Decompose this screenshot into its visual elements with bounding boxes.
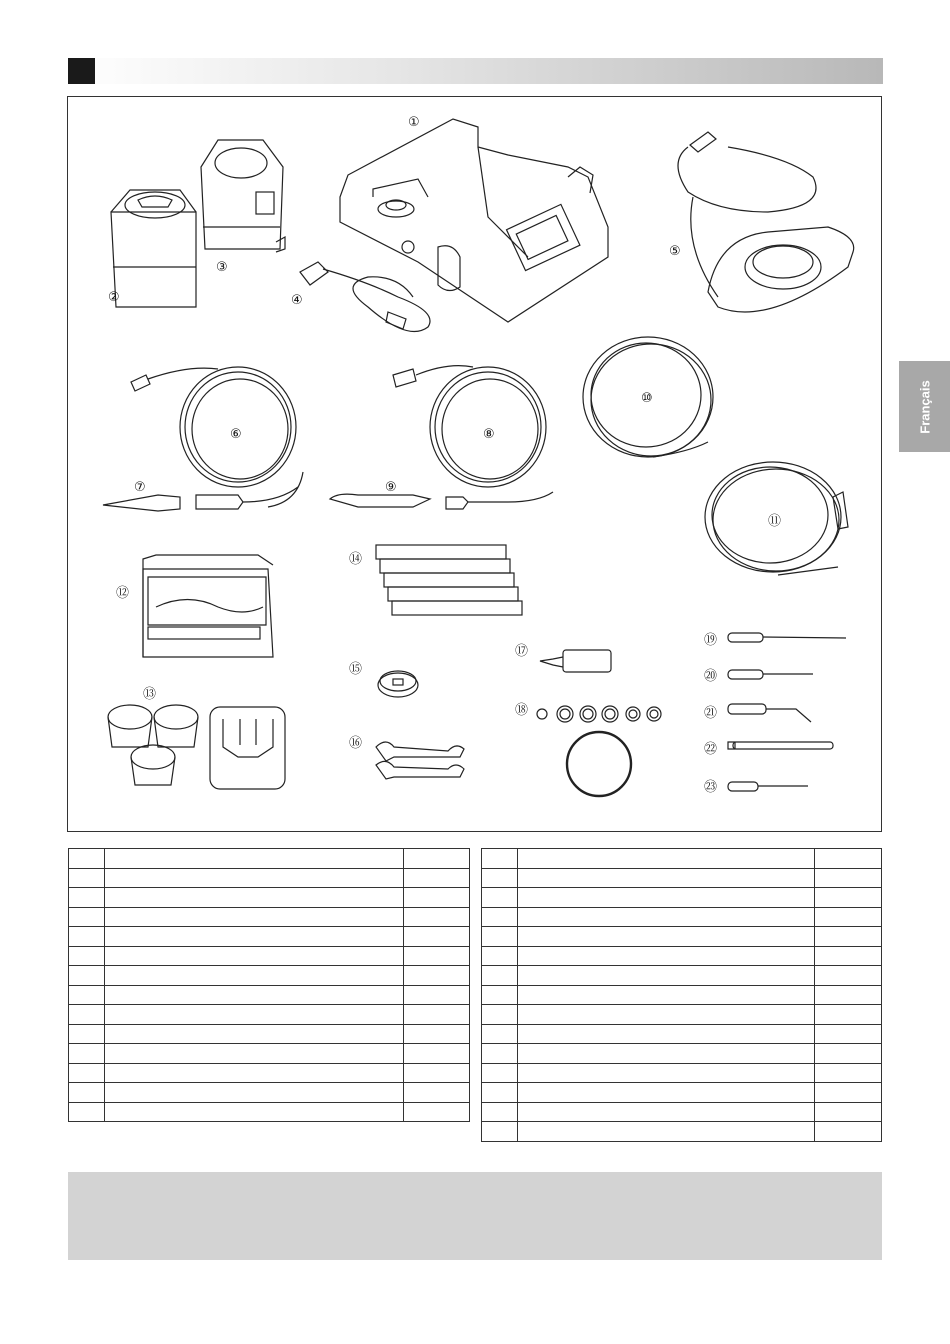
table-cell — [105, 868, 404, 888]
table-cell — [69, 927, 105, 947]
table-row — [482, 1102, 882, 1122]
table-cell — [105, 985, 404, 1005]
table-cell — [69, 1102, 105, 1122]
table-cell — [482, 849, 518, 869]
callout-22: ㉒ — [704, 742, 718, 757]
table-cell — [403, 849, 469, 869]
table-cell — [815, 1044, 882, 1064]
table-cell — [69, 1044, 105, 1064]
table-cell — [105, 1102, 404, 1122]
table-row — [482, 1005, 882, 1025]
table-cell — [69, 1024, 105, 1044]
table-row — [482, 1063, 882, 1083]
table-cell — [815, 1102, 882, 1122]
table-cell — [403, 1044, 469, 1064]
table-cell — [815, 1122, 882, 1142]
table-cell — [69, 966, 105, 986]
table-cell — [403, 1024, 469, 1044]
wrench-drawing — [376, 742, 464, 779]
table-cell — [815, 888, 882, 908]
main-unit-drawing — [340, 119, 608, 322]
bottle-3-drawing — [201, 140, 285, 252]
table-cell — [69, 888, 105, 908]
hose-8-drawing — [393, 366, 546, 487]
components-illustration — [67, 96, 882, 832]
table-cell — [69, 907, 105, 927]
table-cell — [105, 1083, 404, 1103]
table-cell — [105, 1005, 404, 1025]
table-row — [69, 868, 470, 888]
case-drawing — [143, 555, 273, 657]
table-cell — [815, 1024, 882, 1044]
parts-table-right — [481, 848, 882, 1142]
table-cell — [482, 1102, 518, 1122]
table-row — [69, 946, 470, 966]
table-cell — [815, 985, 882, 1005]
handpiece-9-drawing — [330, 492, 553, 509]
table-cell — [105, 1024, 404, 1044]
note-box — [68, 1172, 882, 1260]
callout-14: ⑭ — [349, 552, 363, 567]
callout-19: ⑲ — [704, 633, 718, 648]
table-cell — [482, 1005, 518, 1025]
table-cell — [517, 966, 814, 986]
table-cell — [815, 868, 882, 888]
callout-15: ⑮ — [349, 662, 363, 677]
hose-6-drawing — [131, 367, 303, 507]
table-cell — [69, 1083, 105, 1103]
table-cell — [482, 946, 518, 966]
table-cell — [815, 907, 882, 927]
table-cell — [403, 888, 469, 908]
table-cell — [403, 946, 469, 966]
table-row — [69, 927, 470, 947]
table-cell — [105, 888, 404, 908]
callout-7: ⑦ — [134, 480, 146, 495]
tubes-bundle-drawing — [376, 545, 522, 615]
section-header-bar — [68, 58, 883, 84]
table-cell — [69, 849, 105, 869]
callout-9: ⑨ — [385, 480, 397, 495]
table-cell — [815, 927, 882, 947]
table-cell — [403, 907, 469, 927]
table-cell — [815, 1063, 882, 1083]
callout-20: ⑳ — [704, 669, 718, 684]
table-cell — [403, 1005, 469, 1025]
table-cell — [815, 849, 882, 869]
table-cell — [105, 1044, 404, 1064]
language-tab-label: Français — [917, 379, 932, 434]
table-row — [482, 888, 882, 908]
table-row — [69, 966, 470, 986]
callout-8: ⑧ — [483, 427, 495, 442]
table-row — [69, 1044, 470, 1064]
table-cell — [105, 946, 404, 966]
table-cell — [482, 1044, 518, 1064]
table-cell — [403, 966, 469, 986]
table-row — [69, 907, 470, 927]
table-cell — [517, 1122, 814, 1142]
table-cell — [482, 1122, 518, 1142]
callout-5: ⑤ — [669, 244, 681, 259]
power-cord-drawing — [300, 262, 430, 332]
callout-2: ② — [108, 290, 120, 305]
table-cell — [482, 868, 518, 888]
table-cell — [69, 985, 105, 1005]
table-row — [482, 927, 882, 947]
callout-numbers — [108, 115, 781, 795]
wheel-drawing — [378, 671, 418, 697]
callout-11: ⑪ — [768, 514, 782, 529]
table-cell — [403, 927, 469, 947]
table-cell — [105, 849, 404, 869]
table-cell — [815, 1083, 882, 1103]
table-row — [482, 966, 882, 986]
callout-1: ① — [408, 115, 420, 130]
table-row — [482, 1122, 882, 1142]
table-row — [482, 868, 882, 888]
table-cell — [403, 1063, 469, 1083]
table-cell — [517, 946, 814, 966]
table-cell — [517, 888, 814, 908]
table-row — [69, 888, 470, 908]
table-row — [482, 1044, 882, 1064]
table-cell — [105, 907, 404, 927]
table-cell — [517, 1102, 814, 1122]
table-cell — [403, 1083, 469, 1103]
table-cell — [517, 849, 814, 869]
table-row — [69, 1063, 470, 1083]
callout-3: ③ — [216, 260, 228, 275]
table-cell — [517, 985, 814, 1005]
table-cell — [517, 1044, 814, 1064]
table-cell — [482, 1024, 518, 1044]
table-row — [69, 985, 470, 1005]
callout-13: ⑬ — [143, 687, 157, 702]
callout-10: ⑩ — [641, 391, 653, 406]
table-row — [69, 1005, 470, 1025]
table-row — [482, 849, 882, 869]
callout-17: ⑰ — [515, 644, 529, 659]
foot-switch-drawing — [678, 132, 854, 312]
callout-6: ⑥ — [230, 427, 242, 442]
table-cell — [105, 1063, 404, 1083]
table-row — [482, 1024, 882, 1044]
table-cell — [517, 907, 814, 927]
table-cell — [482, 888, 518, 908]
table-cell — [815, 966, 882, 986]
table-cell — [69, 1005, 105, 1025]
table-cell — [517, 927, 814, 947]
table-cell — [69, 1063, 105, 1083]
table-cell — [403, 1102, 469, 1122]
table-cell — [105, 966, 404, 986]
table-cell — [482, 907, 518, 927]
table-cell — [482, 985, 518, 1005]
table-cell — [815, 946, 882, 966]
callout-12: ⑫ — [116, 586, 130, 601]
table-cell — [517, 868, 814, 888]
section-marker — [68, 58, 95, 84]
table-cell — [482, 966, 518, 986]
callout-21: ㉑ — [704, 706, 718, 721]
table-cell — [517, 1024, 814, 1044]
table-cell — [517, 1063, 814, 1083]
callout-18: ⑱ — [515, 703, 529, 718]
table-row — [69, 849, 470, 869]
parts-table-left — [68, 848, 470, 1122]
table-row — [69, 1102, 470, 1122]
table-cell — [69, 868, 105, 888]
language-tab[interactable] — [899, 361, 950, 452]
table-row — [69, 1024, 470, 1044]
callout-16: ⑯ — [349, 736, 363, 751]
table-cell — [482, 927, 518, 947]
table-cell — [517, 1005, 814, 1025]
components-drawing — [68, 97, 883, 833]
table-cell — [482, 1063, 518, 1083]
table-cell — [815, 1005, 882, 1025]
callout-4: ④ — [291, 293, 303, 308]
table-row — [482, 907, 882, 927]
table-cell — [482, 1083, 518, 1103]
tip-holders-drawing — [108, 705, 285, 789]
bottle-2-drawing — [111, 190, 196, 307]
table-row — [482, 946, 882, 966]
tools-drawing — [728, 633, 846, 791]
table-cell — [403, 868, 469, 888]
callout-23: ㉓ — [704, 780, 718, 795]
oil-bottle-drawing — [540, 650, 611, 672]
table-cell — [105, 927, 404, 947]
table-row — [482, 985, 882, 1005]
table-cell — [517, 1083, 814, 1103]
table-row — [69, 1083, 470, 1103]
table-cell — [69, 946, 105, 966]
table-row — [482, 1083, 882, 1103]
table-cell — [403, 985, 469, 1005]
o-rings-drawing — [537, 706, 661, 796]
